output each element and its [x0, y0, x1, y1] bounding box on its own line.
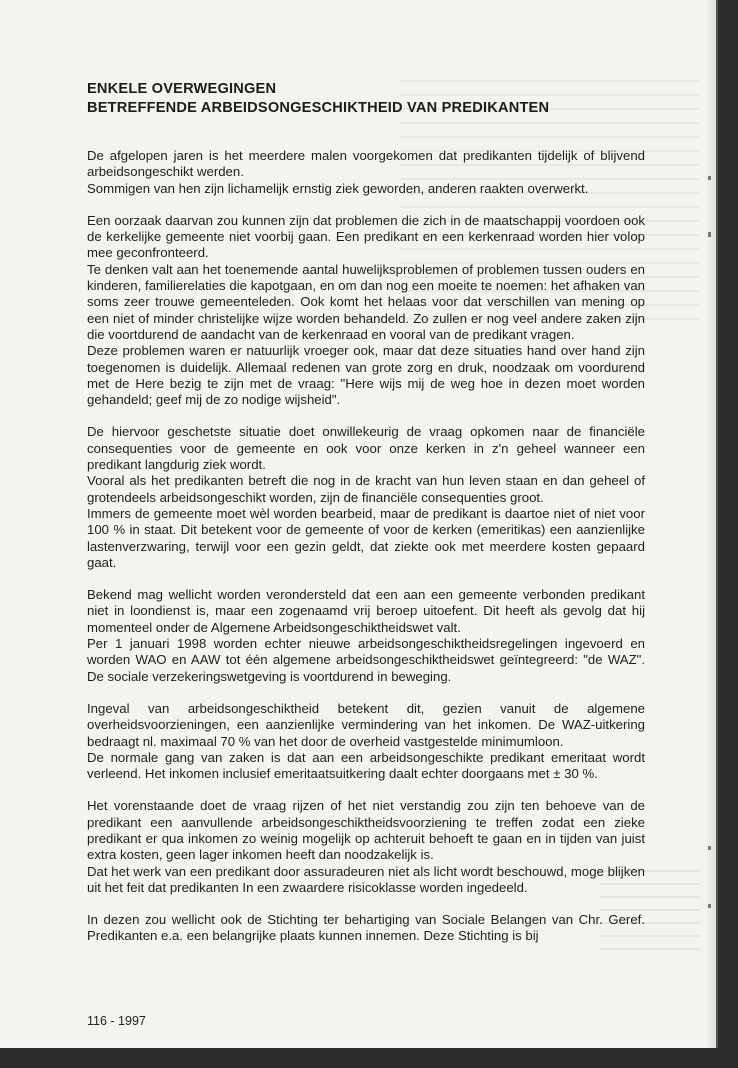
scan-mark [708, 232, 711, 237]
paragraph [87, 148, 645, 197]
text-block: Vooral als het predikanten betreft die nog in de kracht van hun leven staan en dan geheel of grotendeels arbeidsongeschikt worden, zijn de financiële consequenties groot. [87, 473, 645, 505]
paragraph [87, 798, 645, 896]
text-block: In dezen zou wellicht ook de Stichting ter behartiging van Sociale Belangen van Chr. Geref. Predikanten e.a. een belangrijke plaats kunnen innemen. Deze Stichting is bij [87, 912, 645, 944]
text-block: Bekend mag wellicht worden verondersteld dat een aan een gemeente verbonden predikant niet in loondienst is, maar een zogenaamd vrij beroep uitoefent. Dit heeft als gevolg dat hij momenteel onder de Algemene Arbeidsongeschiktheidswet valt. [87, 587, 645, 635]
paragraph [87, 701, 645, 782]
text-block: Het vorenstaande doet de vraag rijzen of het niet verstandig zou zijn ten behoeve van de predikant een aanvullende arbeidsongeschiktheidsvoorziening te treffen zodat een zieke predikant er qua inkomen zo weinig mogelijk op achteruit behoeft te gaan en in tijden van juist extra kosten, geen lager inkomen heeft dan noodzakelijk is. [87, 798, 645, 863]
paragraph [87, 587, 645, 685]
text-block: De afgelopen jaren is het meerdere malen voorgekomen dat predikanten tijdelijk of blijvend arbeidsongeschikt werden. [87, 148, 645, 180]
scan-mark [708, 904, 711, 908]
page-number: 116 - 1997 [87, 1014, 146, 1028]
text-block: Te denken valt aan het toenemende aantal huwelijksproblemen of problemen tussen ouders en kinderen, familierelaties die kapotgaan, en om dan nog een moeite te noemen: het afhaken van soms zeer trouwe gemeenteleden. Ook komt het helaas voor dat verschillen van mening op een niet of minder christelijke wijze worden behandeld. Zo zullen er nog veel andere zaken zijn die voortdurend de aandacht van de kerkenraad en vooral van de predikant vragen. [87, 261, 645, 342]
heading-line-1: ENKELE OVERWEGINGEN [87, 81, 277, 97]
article-heading [87, 80, 645, 118]
paragraph [87, 424, 645, 571]
text-block: Een oorzaak daarvan zou kunnen zijn dat problemen die zich in de maatschappij voordoen ook de kerkelijke gemeente niet voorbij gaan. Een predikant en een kerkenraad worden hier volop mee geconfronteerd. [87, 212, 645, 261]
scan-mark [708, 176, 711, 180]
text-block: Ingeval van arbeidsongeschiktheid betekent dit, gezien vanuit de algemene overheidsvoorzieningen, een aanzienlijke vermindering van het inkomen. De WAZ-uitkering bedraagt nl. maximaal 70 % van het door de overheid vastgestelde minimumloon. [87, 700, 645, 749]
scan-mark [708, 846, 711, 850]
text-block: Immers de gemeente moet wèl worden bearbeid, maar de predikant is daartoe niet of niet voor 100 % in staat. Dit betekent voor de gemeente of voor de kerken (emeritikas) een aanzienlijke lastenverzwaring, terwijl voor een gezin geldt, dat ziekte ook met meerdere kosten gepaard gaat. [87, 505, 645, 570]
binding-edge [716, 0, 718, 1048]
text-block: De hiervoor geschetste situatie doet onwillekeurig de vraag opkomen naar de financiële consequenties voor de gemeente en ook voor onze kerken in z'n geheel wanneer een predikant langdurig ziek wordt. [87, 424, 645, 473]
article-body [87, 80, 645, 961]
text-block: Deze problemen waren er natuurlijk vroeger ook, maar dat deze situaties hand over hand zijn toegenomen is duidelijk. Allemaal redenen van grote zorg en druk, noodzaak om voordurend met de Here bezig te zijn met de vraag: "Here wijs mij de weg hoe in dezen moet worden gehandeld; geef mij de zo nodige wijsheid". [87, 343, 645, 408]
text-block: Sommigen van hen zijn lichamelijk ernstig ziek geworden, anderen raakten overwerkt. [87, 180, 589, 196]
text-block: De normale gang van zaken is dat aan een arbeidsongeschikte predikant emeritaat wordt verleend. Het inkomen inclusief emeritaatsuitkering daalt echter doorgaans met ± 30 %. [87, 749, 645, 782]
paragraph [87, 213, 645, 409]
text-block: Per 1 januari 1998 worden echter nieuwe arbeidsongeschiktheidsregelingen ingevoerd en worden WAO en AAW tot één algemene arbeidsongeschiktheidswet geïntegreerd: "de WAZ". De sociale verzekeringswetgeving is voortdurend in beweging. [87, 636, 645, 684]
heading-line-2: BETREFFENDE ARBEIDSONGESCHIKTHEID VAN PREDIKANTEN [87, 100, 550, 116]
text-block: Dat het werk van een predikant door assuradeuren niet als licht wordt beschouwd, moge blijken uit het feit dat predikanten In een zwaardere risicoklasse worden ingedeeld. [87, 863, 645, 895]
paragraph [87, 912, 645, 945]
